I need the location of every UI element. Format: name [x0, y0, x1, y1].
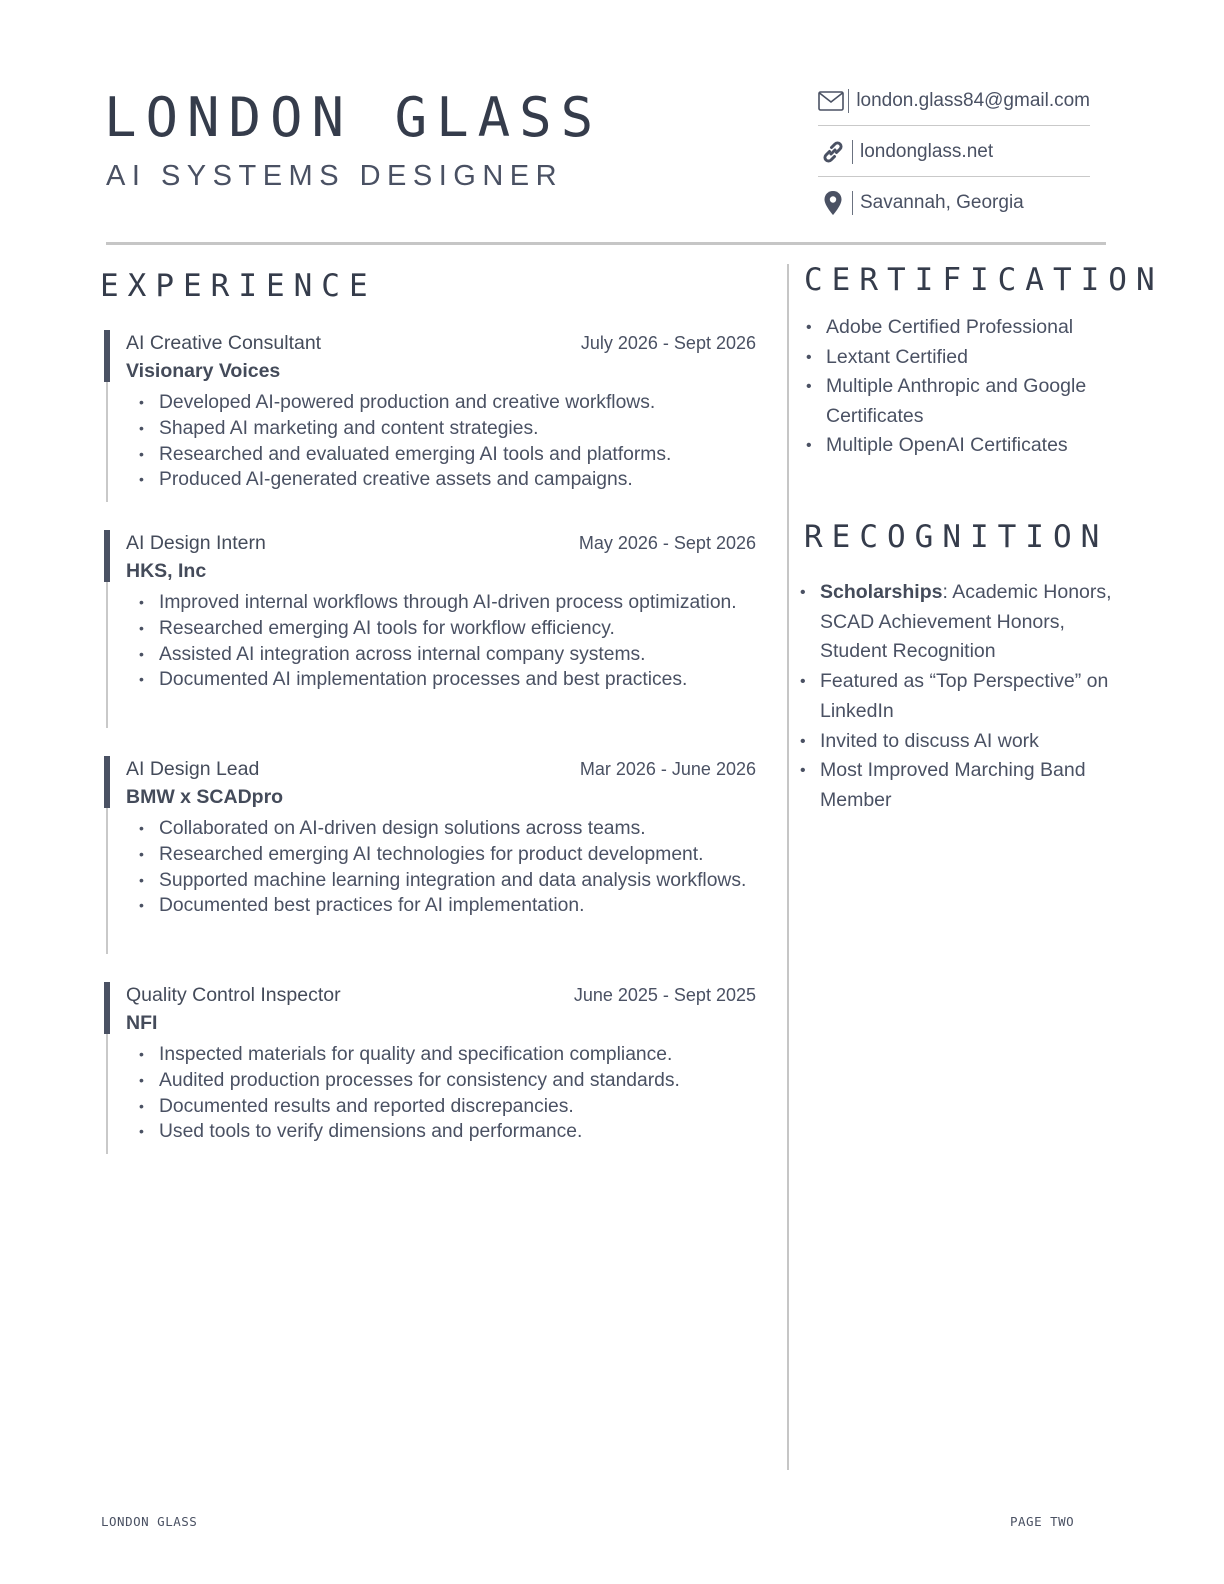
- contact-website-text[interactable]: londonglass.net: [860, 141, 994, 162]
- job-accent-bar: [104, 330, 110, 382]
- job-accent-bar: [104, 756, 110, 808]
- job-bullet: • Assisted AI integration across internal company systems.: [159, 642, 759, 668]
- certification-item: • Adobe Certified Professional: [826, 313, 1126, 343]
- contact-separator: [852, 191, 853, 215]
- job-company: Visionary Voices: [126, 360, 281, 382]
- job-bullet: • Supported machine learning integration and data analysis workflows.: [159, 868, 759, 894]
- job-bullet: • Documented best practices for AI implementation.: [159, 893, 759, 919]
- certification-item: • Lextant Certified: [826, 343, 1126, 373]
- job-bullet: • Developed AI-powered production and creative workflows.: [159, 390, 759, 416]
- job-bullet: • Improved internal workflows through AI-driven process optimization.: [159, 590, 759, 616]
- recognition-item-text: Most Improved Marching Band Member: [820, 759, 1086, 811]
- contact-website[interactable]: [818, 128, 1090, 177]
- contact-email[interactable]: [818, 77, 1090, 126]
- job-bullet: • Inspected materials for quality and specification compliance.: [159, 1042, 759, 1068]
- certification-list: [804, 313, 1126, 461]
- contact-location-text: Savannah, Georgia: [860, 192, 1024, 213]
- job-side-line: [106, 1034, 108, 1154]
- job-role: AI Design Intern: [126, 532, 266, 554]
- recognition-item-text: Invited to discuss AI work: [820, 729, 1039, 752]
- mail-icon: [818, 88, 844, 114]
- job-company: HKS, Inc: [126, 560, 207, 582]
- recognition-item: [820, 727, 1128, 757]
- recognition-list: [798, 578, 1128, 816]
- header-divider: [106, 242, 1106, 245]
- recognition-item: [820, 578, 1128, 667]
- job-company: NFI: [126, 1012, 158, 1034]
- link-icon: [818, 139, 848, 165]
- job-dates: June 2025 - Sept 2025: [573, 985, 756, 1005]
- job-accent-bar: [104, 982, 110, 1034]
- certification-heading: CERTIFICATION: [804, 262, 1164, 298]
- footer-page-number: PAGE TWO: [1010, 1514, 1075, 1529]
- certification-item: • Multiple Anthropic and Google Certificates: [826, 372, 1126, 431]
- job-dates: May 2026 - Sept 2026: [578, 533, 756, 553]
- job-bullets: [134, 816, 759, 919]
- job-bullet: • Used tools to verify dimensions and performance.: [159, 1119, 759, 1145]
- job-side-line: [106, 582, 108, 728]
- job-role: AI Creative Consultant: [126, 332, 322, 354]
- contact-location: [818, 179, 1090, 227]
- job-bullet: • Researched and evaluated emerging AI tools and platforms.: [159, 442, 759, 468]
- column-divider: [787, 264, 789, 1470]
- job-bullet: • Audited production processes for consistency and standards.: [159, 1068, 759, 1094]
- contact-email-text[interactable]: london.glass84@gmail.com: [856, 90, 1090, 111]
- job-role: AI Design Lead: [126, 758, 260, 780]
- job-bullet: • Researched emerging AI tools for workflow efficiency.: [159, 616, 759, 642]
- job-entry: [104, 756, 758, 954]
- job-role: Quality Control Inspector: [126, 984, 341, 1006]
- job-dates: Mar 2026 - June 2026: [579, 759, 756, 779]
- job-bullet: • Documented results and reported discrepancies.: [159, 1094, 759, 1120]
- recognition-item-text: : Academic Honors, SCAD Achievement Honors, Student Recognition: [820, 581, 1112, 663]
- job-dates: July 2026 - Sept 2026: [580, 333, 756, 353]
- experience-heading: EXPERIENCE: [100, 268, 377, 304]
- job-bullet: • Documented AI implementation processes and best practices.: [159, 667, 759, 693]
- job-company: BMW x SCADpro: [126, 786, 284, 808]
- job-bullets: [134, 590, 759, 693]
- contact-separator: [852, 140, 853, 164]
- job-entry: [104, 330, 758, 502]
- job-accent-bar: [104, 530, 110, 582]
- recognition-item-bold: Scholarships: [820, 581, 943, 603]
- recognition-item: [820, 667, 1128, 726]
- recognition-item-text: Featured as “Top Perspective” on LinkedIn: [820, 670, 1109, 722]
- job-entry: [104, 982, 758, 1154]
- recognition-item: [820, 756, 1128, 815]
- footer-name: LONDON GLASS: [101, 1514, 198, 1529]
- recognition-heading: RECOGNITION: [804, 519, 1109, 555]
- job-entry: [104, 530, 758, 728]
- certification-item: • Multiple OpenAI Certificates: [826, 431, 1126, 461]
- contact-separator: [848, 89, 849, 113]
- job-bullet: • Produced AI-generated creative assets and campaigns.: [159, 467, 759, 493]
- job-title: AI SYSTEMS DESIGNER: [106, 160, 564, 192]
- job-bullet: • Collaborated on AI-driven design solutions across teams.: [159, 816, 759, 842]
- job-bullet: • Shaped AI marketing and content strategies.: [159, 416, 759, 442]
- location-pin-icon: [818, 190, 848, 216]
- job-side-line: [106, 808, 108, 954]
- job-bullet: • Researched emerging AI technologies for product development.: [159, 842, 759, 868]
- resume-name: LONDON GLASS: [104, 86, 603, 149]
- job-side-line: [106, 382, 108, 502]
- job-bullets: [134, 390, 759, 493]
- job-bullets: [134, 1042, 759, 1145]
